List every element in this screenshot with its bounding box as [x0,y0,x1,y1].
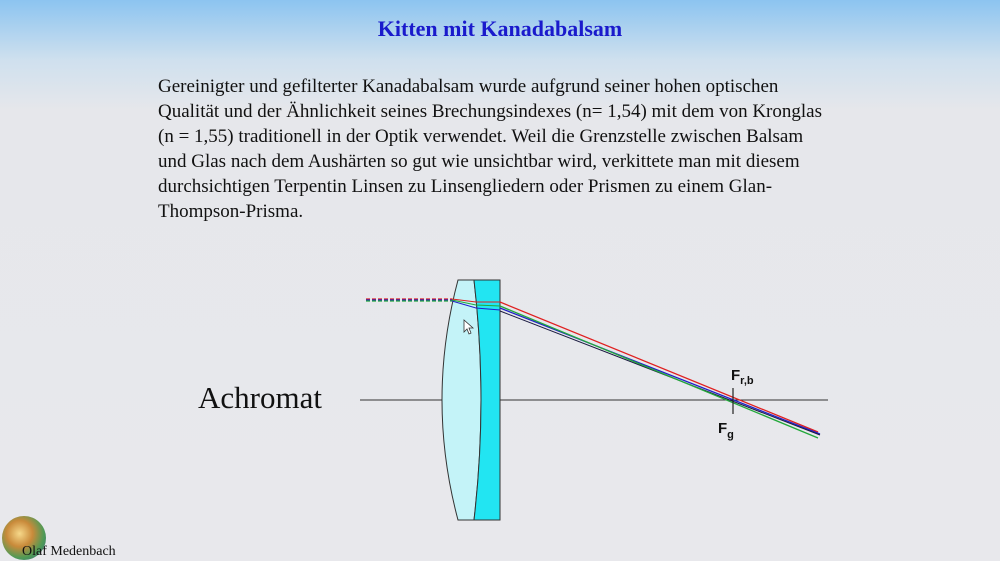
outgoing-ray-green [500,306,818,438]
paragraph-line: und Glas nach dem Aushärten so gut wie unsichtbar wird, verkittete man mit diesem [158,151,800,172]
outgoing-ray-blue [500,308,820,434]
paragraph-line: Qualität und der Ähnlichkeit seines Brechungsindexes (n= 1,54) mit dem von Kronglas [158,101,822,122]
paragraph-line: durchsichtigen Terpentin Linsen zu Linsengliedern oder Prismen zu einem Glan- [158,176,773,197]
author-name: Olaf Medenbach [22,544,116,559]
outgoing-ray-red [500,302,818,432]
paragraph-line: Thompson-Prisma. [158,201,304,222]
achromat-label: Achromat [198,380,322,415]
paragraph-line: Gereinigter und gefilterter Kanadabalsam wurde aufgrund seiner hohen optischen [158,76,779,97]
slide-title: Kitten mit Kanadabalsam [377,16,623,41]
crown-lens-element [442,280,481,520]
focus-g-label: $F_g$ [718,420,734,441]
paragraph-line: (n = 1,55) traditionell in der Optik verwendet. Weil die Grenzstelle zwischen Balsam [158,126,804,147]
focus-rb-label: $F_{r,b}$ [731,367,754,387]
